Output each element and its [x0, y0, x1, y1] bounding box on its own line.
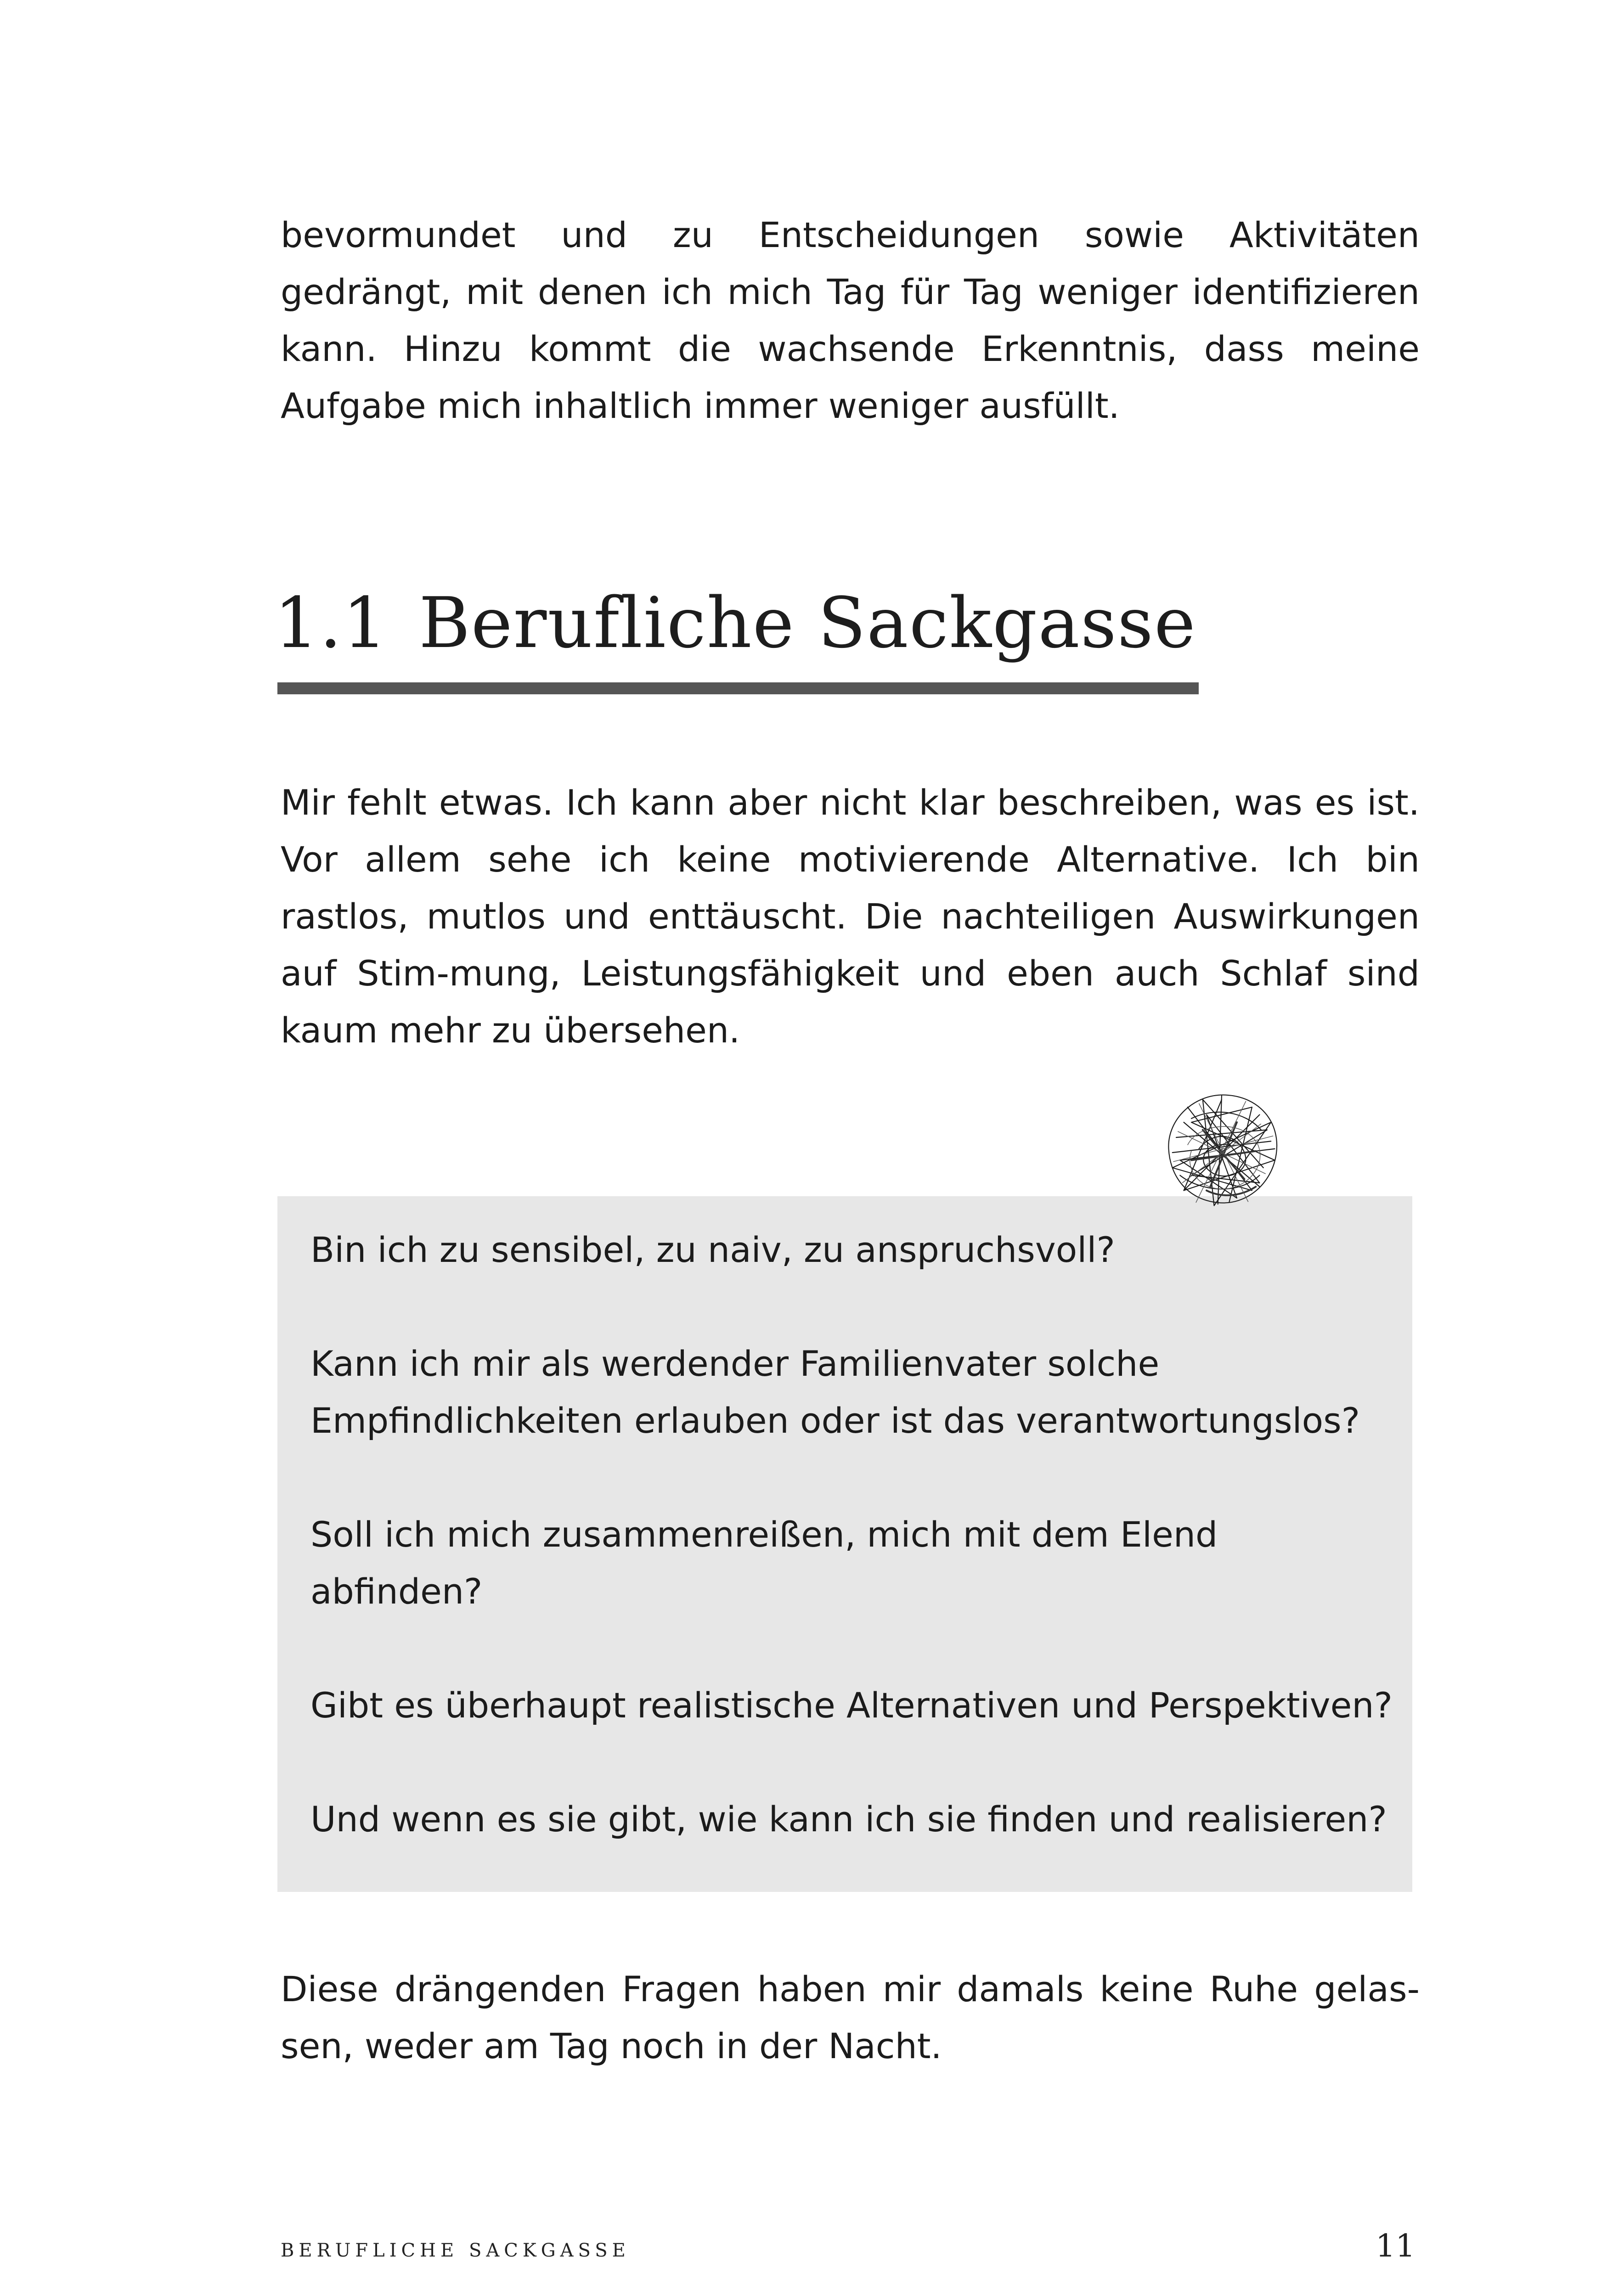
- section-heading: [274, 580, 1196, 667]
- question-box: [277, 1196, 1412, 1892]
- intro-paragraph: bevormundet und zu Entscheidungen sowie Aktivitäten gedrängt, mit denen ich mich Tag für Tag weniger identifizieren kann. Hinzu kommt die wachsende Erkenntnis, dass meine Aufgabe mich inhaltlich immer weniger ausfüllt.: [281, 214, 1420, 426]
- body-paragraph-1: Mir fehlt etwas. Ich kann aber nicht klar beschreiben, was es ist. Vor allem sehe ich keine motivierende Alternative. Ich bin rastlos, mutlos und enttäuscht. Die nachteiligen Auswirkungen auf Stim-mung, Leistungsfähigkeit und eben auch Schlaf sind kaum mehr zu übersehen.: [281, 782, 1420, 1051]
- section-title: Berufliche Sackgasse: [419, 582, 1196, 664]
- tangled-scribble-ball-icon: [1146, 1077, 1297, 1228]
- question-list: [310, 1221, 1394, 1848]
- question-item: Kann ich mir als werdender Familienvater solche Empfindlichkeiten erlauben oder ist das verantwortungslos?: [310, 1343, 1360, 1441]
- heading-underline: [277, 682, 1199, 694]
- question-item: Bin ich zu sensibel, zu naiv, zu anspruchsvoll?: [310, 1229, 1115, 1270]
- page-number: 11: [1376, 2228, 1415, 2264]
- body-paragraph-2: Diese drängenden Fragen haben mir damals keine Ruhe gelas-sen, weder am Tag noch in der Nacht.: [281, 1969, 1420, 2066]
- running-title: BERUFLICHE SACKGASSE: [281, 2240, 630, 2261]
- section-number: 1.1: [274, 582, 388, 664]
- question-item: Und wenn es sie gibt, wie kann ich sie finden und realisieren?: [310, 1799, 1387, 1840]
- question-item: Gibt es überhaupt realistische Alternativen und Perspektiven?: [310, 1685, 1393, 1726]
- question-item: Soll ich mich zusammenreißen, mich mit dem Elend abfinden?: [310, 1514, 1218, 1612]
